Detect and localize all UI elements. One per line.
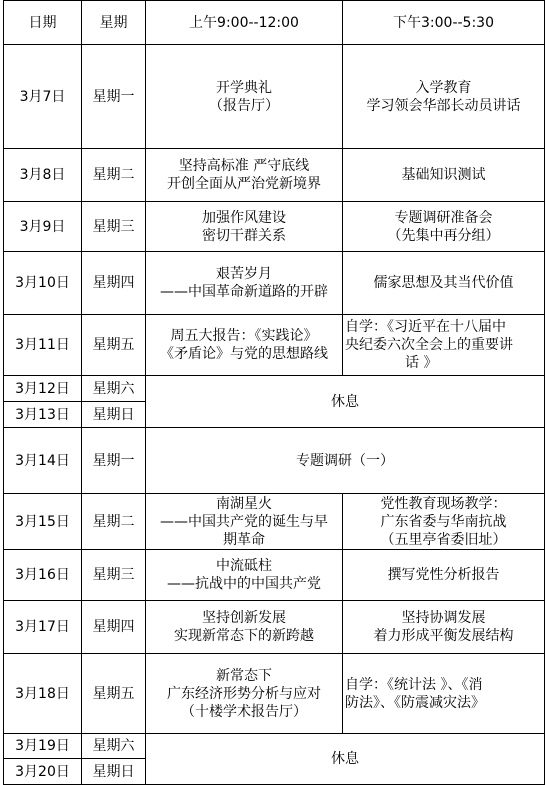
date-cell: 3月12日 <box>4 376 82 402</box>
schedule-table <box>3 0 545 785</box>
morning-cell <box>146 494 343 550</box>
morning-cell <box>146 601 343 654</box>
morning-line: 周五大报告：《实践论》 <box>170 328 318 344</box>
morning-cell <box>146 550 343 601</box>
date-cell: 3月7日 <box>4 45 82 149</box>
morning-line: 实现新常态下的新跨越 <box>174 628 314 644</box>
afternoon-cell <box>343 202 545 252</box>
date-cell: 3月15日 <box>4 494 82 550</box>
date-cell: 3月8日 <box>4 149 82 202</box>
morning-cell <box>146 202 343 252</box>
afternoon-line: 着力形成平衡发展结构 <box>373 628 514 644</box>
weekday-cell: 星期二 <box>82 149 146 202</box>
morning-line: 密切干群关系 <box>202 227 286 244</box>
table-row <box>4 428 545 494</box>
afternoon-line: 儒家思想及其当代价值 <box>373 275 514 291</box>
morning-line: 坚持创新发展 <box>202 610 286 626</box>
morning-line: 开学典礼 <box>216 79 272 96</box>
date-cell: 3月10日 <box>4 252 82 315</box>
date-cell: 3月18日 <box>4 654 82 734</box>
date-cell: 3月14日 <box>4 428 82 494</box>
afternoon-cell <box>343 654 545 734</box>
date-cell: 3月9日 <box>4 202 82 252</box>
table-row <box>4 252 545 315</box>
morning-line: 新常态下 <box>216 667 272 684</box>
weekday-cell: 星期四 <box>82 601 146 654</box>
morning-cell <box>146 252 343 315</box>
date-cell: 3月19日 <box>4 734 82 759</box>
weekday-cell: 星期日 <box>82 759 146 785</box>
afternoon-line: 自学：《习近平在十八届中 <box>345 319 506 335</box>
schedule-table-frame <box>3 0 544 785</box>
afternoon-line: 学习领会华部长动员讲话 <box>366 97 521 114</box>
weekday-cell: 星期五 <box>82 654 146 734</box>
morning-cell <box>146 654 343 734</box>
morning-line: 《矛盾论》与党的思想路线 <box>160 346 328 362</box>
table-row <box>4 494 545 550</box>
morning-line: ——中国革命新道路的开辟 <box>160 284 328 300</box>
table-row <box>4 550 545 601</box>
afternoon-line: 坚持协调发展 <box>401 610 486 626</box>
table-row <box>4 654 545 734</box>
weekday-cell: 星期一 <box>82 428 146 494</box>
weekday-cell: 星期三 <box>82 550 146 601</box>
morning-line: 中流砥柱 <box>216 558 272 574</box>
afternoon-cell <box>343 149 545 202</box>
morning-line: （十楼学术报告厅） <box>181 703 307 720</box>
table-row <box>4 601 545 654</box>
morning-line: 艰苦岁月 <box>216 266 272 282</box>
header-morning: 上午9:00--12:00 <box>146 1 343 45</box>
afternoon-cell <box>343 550 545 601</box>
afternoon-line: （五里亭省委旧址） <box>380 531 507 548</box>
morning-line: 加强作风建设 <box>202 209 286 226</box>
table-row <box>4 315 545 376</box>
afternoon-line: 央纪委六次全会上的重要讲 <box>345 337 513 353</box>
date-cell: 3月13日 <box>4 402 82 428</box>
table-row <box>4 149 545 202</box>
afternoon-line: 话 》 <box>405 355 438 371</box>
afternoon-line: 基础知识测试 <box>401 167 486 183</box>
rest-cell: 休息 <box>146 734 545 785</box>
morning-line: 开创全面从严治党新境界 <box>167 176 321 192</box>
weekday-cell: 星期三 <box>82 202 146 252</box>
afternoon-cell <box>343 601 545 654</box>
morning-line: 南湖星火 <box>216 495 272 512</box>
table-row <box>4 45 545 149</box>
morning-line: 期革命 <box>223 531 265 548</box>
date-cell: 3月16日 <box>4 550 82 601</box>
morning-cell <box>146 149 343 202</box>
afternoon-line: （先集中再分组） <box>387 227 500 244</box>
morning-line: ——抗战中的中国共产党 <box>167 576 321 592</box>
date-cell: 3月17日 <box>4 601 82 654</box>
table-row <box>4 202 545 252</box>
table-row <box>4 376 545 402</box>
header-weekday: 星期 <box>82 1 146 45</box>
morning-line: （报告厅） <box>209 97 279 114</box>
morning-line: 坚持高标准 严守底线 <box>178 158 310 174</box>
afternoon-line: 广东省委与华南抗战 <box>380 513 507 530</box>
morning-line: ——中国共产党的诞生与早 <box>160 513 328 530</box>
afternoon-line: 入学教育 <box>415 79 472 96</box>
afternoon-cell <box>343 252 545 315</box>
afternoon-cell <box>343 494 545 550</box>
date-cell: 3月11日 <box>4 315 82 376</box>
header-row <box>4 1 545 45</box>
afternoon-line: 自学：《统计法 》、《消 <box>345 676 483 693</box>
afternoon-cell <box>343 45 545 149</box>
weekday-cell: 星期四 <box>82 252 146 315</box>
afternoon-line: 防法》、《防震减灾法》 <box>345 694 485 711</box>
afternoon-line: 撰写党性分析报告 <box>387 567 500 583</box>
afternoon-cell <box>343 315 545 376</box>
header-date: 日期 <box>4 1 82 45</box>
morning-cell <box>146 315 343 376</box>
weekday-cell: 星期二 <box>82 494 146 550</box>
research-cell: 专题调研（一） <box>146 428 545 494</box>
afternoon-line: 专题调研准备会 <box>394 209 493 226</box>
morning-cell <box>146 45 343 149</box>
table-row <box>4 734 545 759</box>
header-afternoon: 下午3:00--5:30 <box>343 1 545 45</box>
weekday-cell: 星期六 <box>82 734 146 759</box>
rest-cell: 休息 <box>146 376 545 428</box>
weekday-cell: 星期六 <box>82 376 146 402</box>
weekday-cell: 星期五 <box>82 315 146 376</box>
weekday-cell: 星期一 <box>82 45 146 149</box>
weekday-cell: 星期日 <box>82 402 146 428</box>
afternoon-line: 党性教育现场教学： <box>380 495 507 512</box>
morning-line: 广东经济形势分析与应对 <box>167 685 321 702</box>
date-cell: 3月20日 <box>4 759 82 785</box>
